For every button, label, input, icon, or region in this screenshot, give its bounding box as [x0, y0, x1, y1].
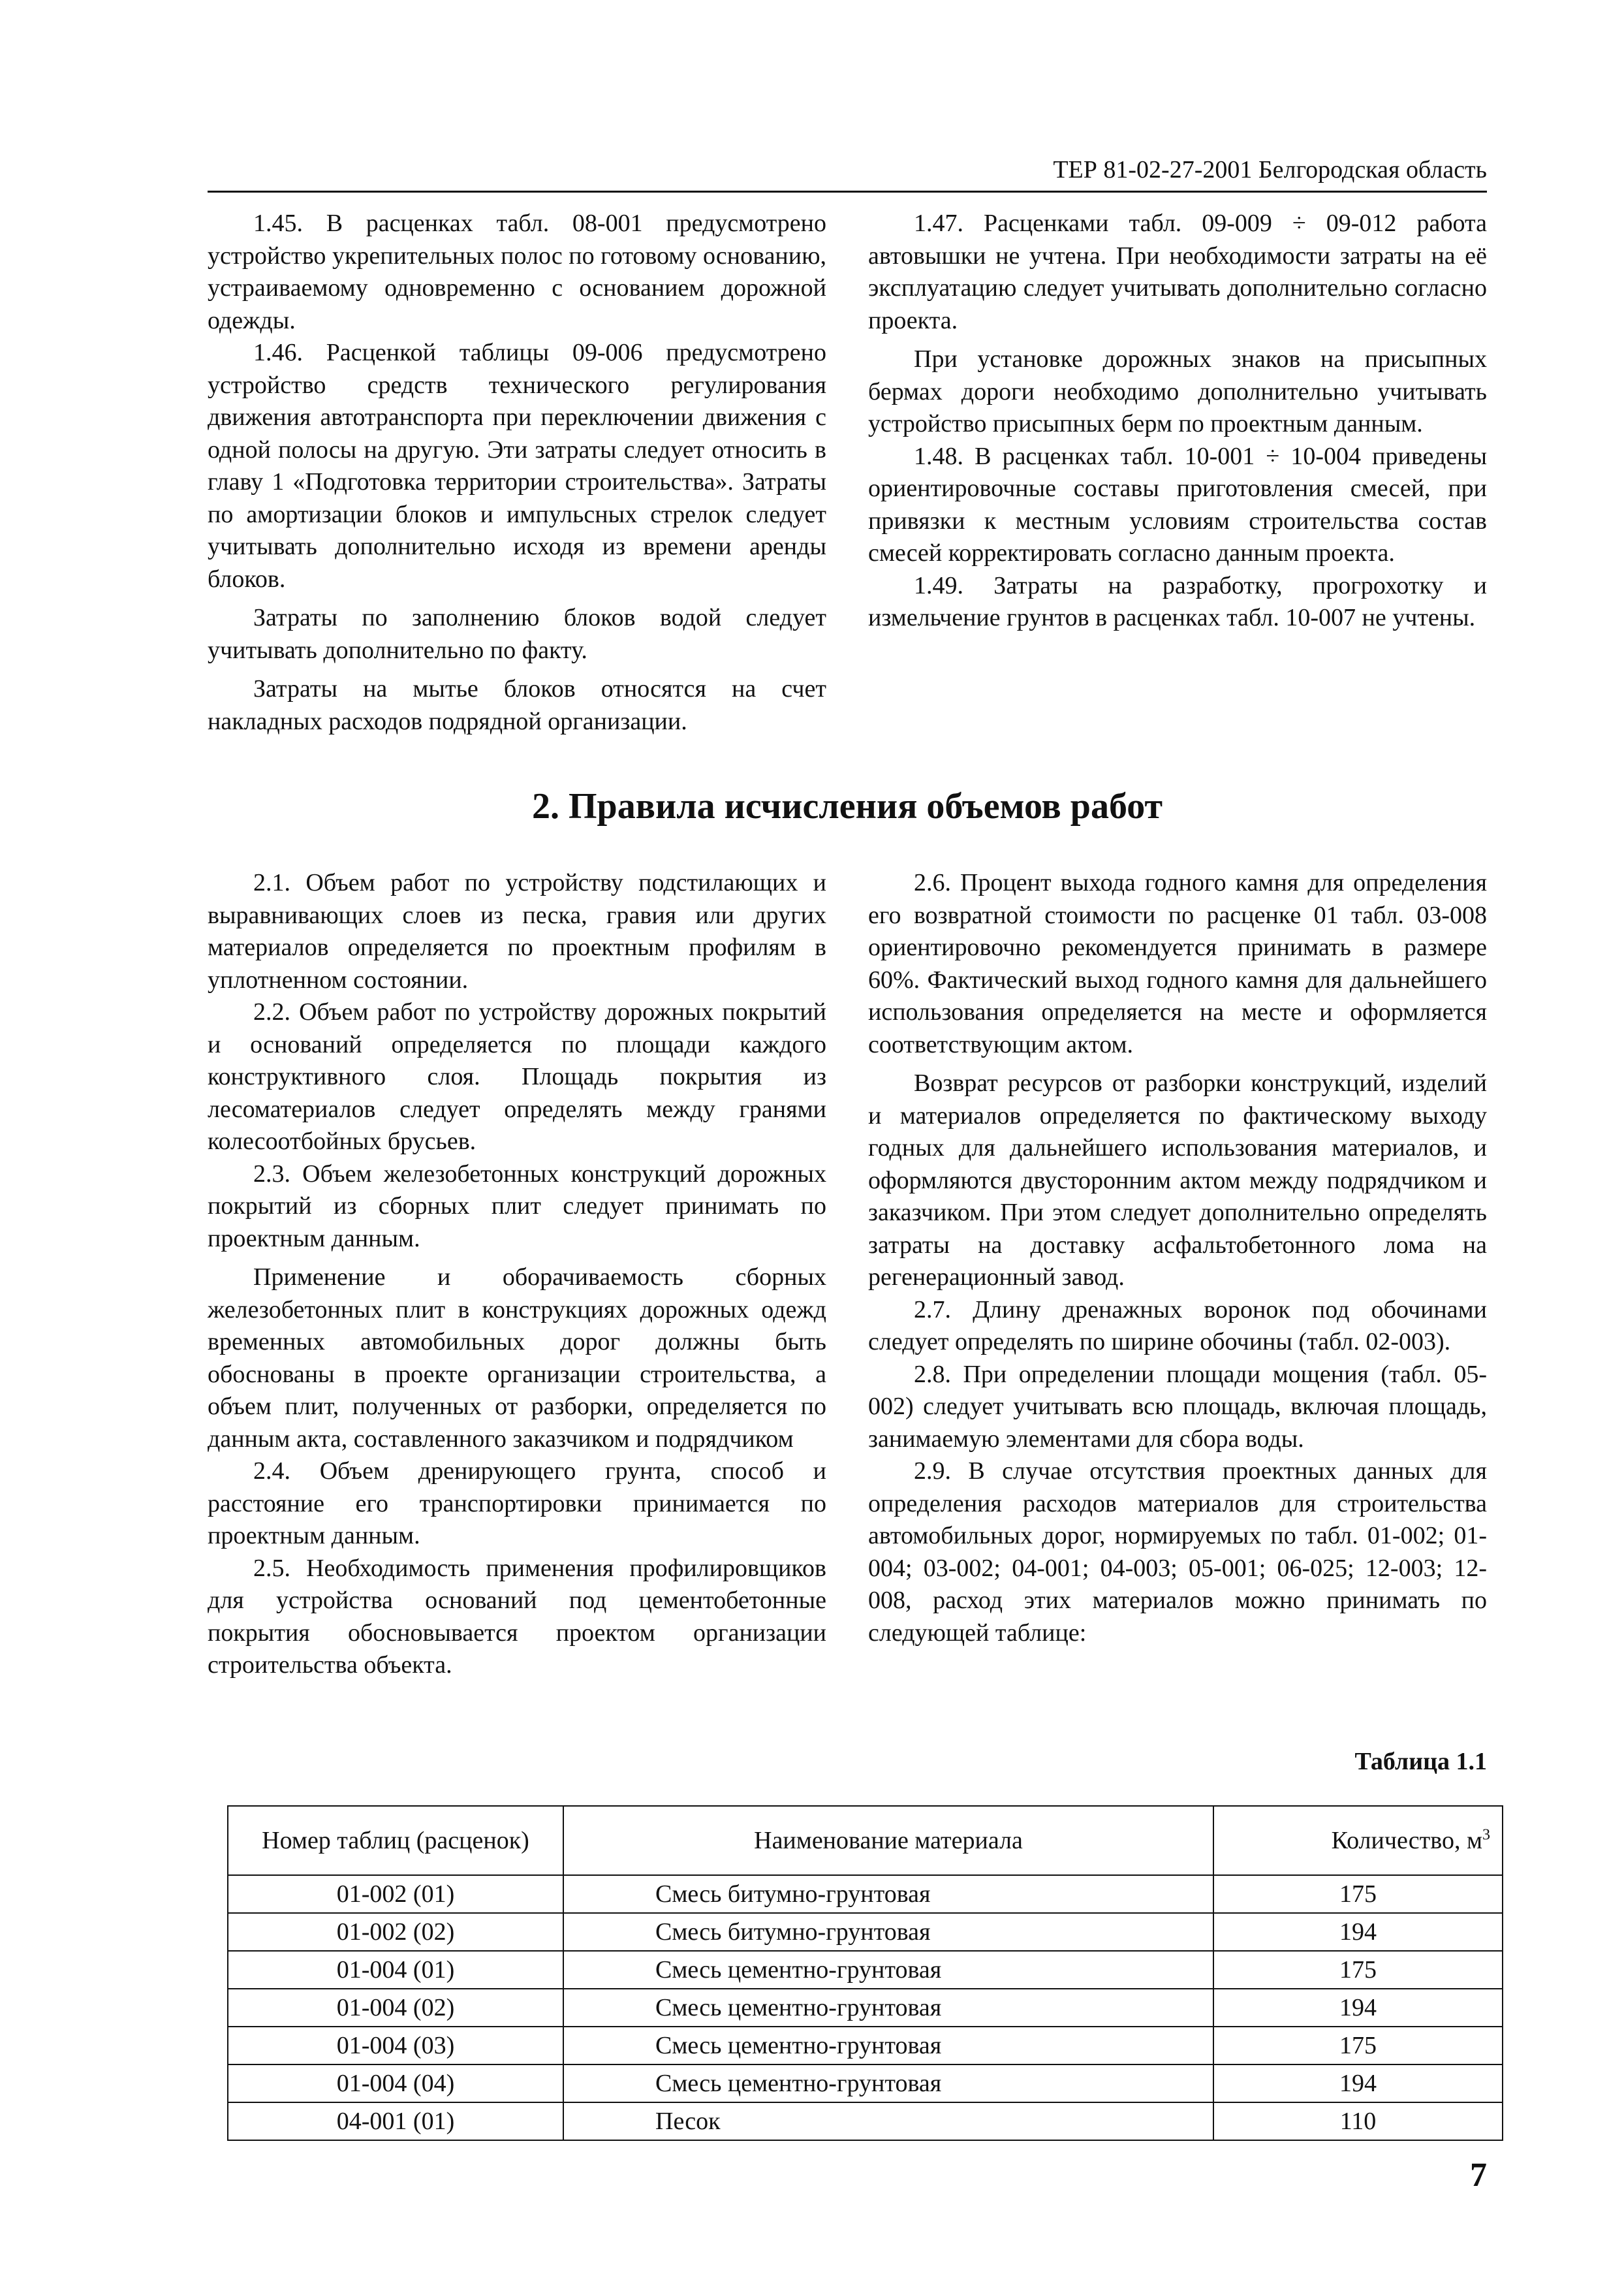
table-row	[228, 2102, 1503, 2140]
top-right-column	[868, 208, 1487, 635]
bottom-right-column	[868, 867, 1487, 1649]
materials-table	[227, 1805, 1503, 2141]
cell-table-number: 01-004 (02)	[228, 1989, 563, 2027]
header-material-name: Наименование материала	[563, 1806, 1213, 1875]
paragraph: 1.49. Затраты на разработку, прогрохотку и измельчение грунтов в расценках табл. 10-007 не учтены.	[868, 571, 1487, 631]
paragraph: Затраты на мытье блоков относятся на счет накладных расходов подрядной организации.	[208, 675, 826, 735]
paragraph: Возврат ресурсов от разборки конструкций, изделий и материалов определяется по фактическому выходу годных для дальнейшего использования материалов, и оформляются двусторонним актом между подрядчиком и заказчиком. При этом следует дополнительно определять затраты на доставку асфальтобетонного лома на регенерационный завод.	[868, 1069, 1487, 1291]
table-header-row	[228, 1806, 1503, 1875]
cell-quantity: 194	[1213, 1913, 1503, 1951]
cell-quantity: 194	[1213, 2064, 1503, 2102]
running-header	[208, 153, 1487, 193]
paragraph: 2.7. Длину дренажных воронок под обочинами следует определять по ширине обочины (табл. 02-003).	[868, 1295, 1487, 1355]
table-row	[228, 2064, 1503, 2102]
paragraph: 2.1. Объем работ по устройству подстилающих и выравнивающих слоев из песка, гравия или других материалов определяется по проектным профилям в уплотненном состоянии.	[208, 869, 826, 994]
table-row	[228, 1913, 1503, 1951]
paragraph: 2.4. Объем дренирующего грунта, способ и расстояние его транспортировки принимается по проектным данным.	[208, 1457, 826, 1549]
cell-table-number: 01-004 (01)	[228, 1951, 563, 1989]
paragraph: 2.8. При определении площади мощения (табл. 05-002) следует учитывать всю площадь, включая площадь, занимаемую элементами для сбора воды.	[868, 1360, 1487, 1453]
cell-quantity: 110	[1213, 2102, 1503, 2140]
header-quantity-label: Количество, м	[1331, 1827, 1482, 1854]
paragraph: 1.46. Расценкой таблицы 09-006 предусмотрено устройство средств технического регулирования движения автотранспорта при переключении движения с одной полосы на другую. Эти затраты следует относить в главу 1 «Подготовка территории строительства». Затраты по амортизации блоков и импульсных стрелок следует учитывать дополнительно исходя из времени аренды блоков.	[208, 339, 826, 593]
cell-quantity: 194	[1213, 1989, 1503, 2027]
header-quantity	[1213, 1806, 1503, 1875]
cell-quantity: 175	[1213, 1951, 1503, 1989]
bottom-left-column	[208, 867, 826, 1682]
table-row	[228, 1875, 1503, 1913]
header-title: ТЕР 81-02-27-2001 Белгородская область	[1053, 156, 1487, 183]
cell-quantity: 175	[1213, 1875, 1503, 1913]
cell-material-name: Смесь цементно-грунтовая	[563, 2027, 1213, 2064]
paragraph: 2.2. Объем работ по устройству дорожных покрытий и оснований определяется по площади каждого конструктивного слоя. Площадь покрытия из лесоматериалов следует определять между гранями колесоотбойных брусьев.	[208, 998, 826, 1155]
cell-material-name: Смесь цементно-грунтовая	[563, 2064, 1213, 2102]
cell-table-number: 01-004 (03)	[228, 2027, 563, 2064]
table-row	[228, 1989, 1503, 2027]
paragraph: При установке дорожных знаков на присыпных бермах дороги необходимо дополнительно учитывать устройство присыпных берм по проектным данным.	[868, 345, 1487, 437]
cell-material-name: Песок	[563, 2102, 1213, 2140]
paragraph: 1.45. В расценках табл. 08-001 предусмотрено устройство укрепительных полос по готовому основанию, устраиваемому одновременно с основанием дорожной одежды.	[208, 210, 826, 334]
cell-table-number: 04-001 (01)	[228, 2102, 563, 2140]
page-number: 7	[1470, 2157, 1487, 2194]
unit-superscript: 3	[1482, 1826, 1490, 1844]
cell-table-number: 01-002 (02)	[228, 1913, 563, 1951]
cell-material-name: Смесь битумно-грунтовая	[563, 1913, 1213, 1951]
table-row	[228, 2027, 1503, 2064]
table-caption: Таблица 1.1	[1354, 1748, 1487, 1775]
paragraph: 2.9. В случае отсутствия проектных данных для определения расходов материалов для строительства автомобильных дорог, нормируемых по табл. 01-002; 01-004; 03-002; 04-001; 04-003; 05-001; 06-025; 12-003; 12-008, расход этих материалов можно принимать по следующей таблице:	[868, 1457, 1487, 1647]
cell-table-number: 01-004 (04)	[228, 2064, 563, 2102]
cell-material-name: Смесь цементно-грунтовая	[563, 1989, 1213, 2027]
cell-material-name: Смесь цементно-грунтовая	[563, 1951, 1213, 1989]
top-left-column	[208, 208, 826, 738]
paragraph: 2.6. Процент выхода годного камня для определения его возвратной стоимости по расценке 01 табл. 03-008 ориентировочно рекомендуется принимать в размере 60%. Фактический выход годного камня для дальнейшего использования определяется на месте и оформляется соответствующим актом.	[868, 869, 1487, 1058]
paragraph: Затраты по заполнению блоков водой следует учитывать дополнительно по факту.	[208, 604, 826, 664]
cell-material-name: Смесь битумно-грунтовая	[563, 1875, 1213, 1913]
table-row	[228, 1951, 1503, 1989]
paragraph: 1.48. В расценках табл. 10-001 ÷ 10-004 приведены ориентировочные составы приготовления смесей, при привязки к местным условиям строительства состав смесей корректировать согласно данным проекта.	[868, 442, 1487, 567]
paragraph: 2.3. Объем железобетонных конструкций дорожных покрытий из сборных плит следует принимать по проектным данным.	[208, 1160, 826, 1252]
paragraph: 1.47. Расценками табл. 09-009 ÷ 09-012 работа автовышки не учтена. При необходимости затраты на её эксплуатацию следует учитывать дополнительно согласно проекта.	[868, 210, 1487, 334]
section-heading: 2. Правила исчисления объемов работ	[532, 786, 1163, 827]
cell-table-number: 01-002 (01)	[228, 1875, 563, 1913]
cell-quantity: 175	[1213, 2027, 1503, 2064]
paragraph: 2.5. Необходимость применения профилировщиков для устройства оснований под цементобетонные покрытия обосновывается проектом организации строительства объекта.	[208, 1554, 826, 1679]
paragraph: Применение и оборачиваемость сборных железобетонных плит в конструкциях дорожных одежд временных автомобильных дорог должны быть обоснованы в проекте организации строительства, а объем плит, полученных от разборки, определяется по данным акта, составленного заказчиком и подрядчиком	[208, 1263, 826, 1453]
header-table-number: Номер таблиц (расценок)	[228, 1806, 563, 1875]
